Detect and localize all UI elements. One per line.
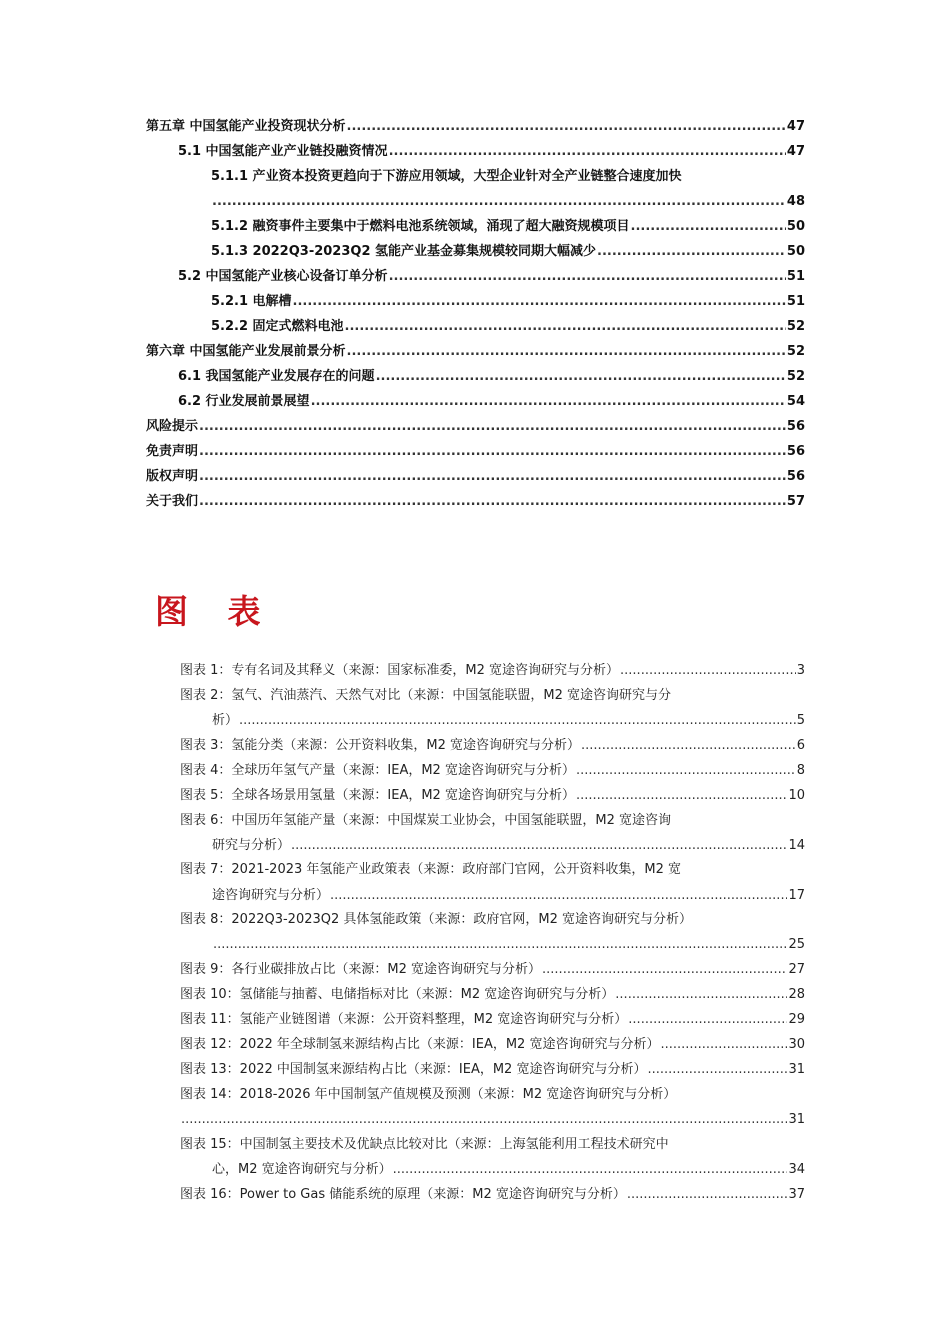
- toc-entry-5-1-2[interactable]: [211, 218, 805, 238]
- toc-entry-label: 5.1.1 产业资本投资更趋向于下游应用领域，大型企业针对全产业链整合速度加快: [211, 169, 682, 184]
- toc-leader-dots: [213, 936, 787, 954]
- toc-page-number: 56: [786, 469, 805, 484]
- toc-entry-5-1[interactable]: [178, 143, 805, 163]
- toc-leader-dots: [576, 762, 796, 780]
- toc-page-number: 47: [786, 119, 805, 134]
- figure-entry-4[interactable]: [180, 762, 805, 782]
- toc-leader-dots: [581, 737, 796, 755]
- figure-entry-16[interactable]: [180, 1186, 805, 1206]
- toc-entry-chapter-6[interactable]: [146, 343, 805, 363]
- figure-page-number: 17: [788, 888, 805, 903]
- figure-page-number: 28: [788, 987, 805, 1002]
- figure-page-number: 27: [788, 962, 805, 977]
- figure-entry-6-continued[interactable]: [212, 837, 805, 857]
- figure-page-number: 29: [788, 1012, 805, 1027]
- figure-entry-8[interactable]: [180, 911, 692, 929]
- figure-entry-label: 图表 2：氢气、汽油蒸汽、天然气对比（来源：中国氢能联盟，M2 宽途咨询研究与分: [180, 688, 672, 703]
- toc-entry-label: 6.2 行业发展前景展望: [178, 394, 310, 409]
- figure-entry-1[interactable]: [180, 662, 805, 682]
- figure-entry-label: 图表 5：全球各场景用氢量（来源：IEA，M2 宽途咨询研究与分析）: [180, 788, 575, 803]
- figure-entry-label: 图表 6：中国历年氢能产量（来源：中国煤炭工业协会，中国氢能联盟，M2 宽途咨询: [180, 813, 672, 828]
- figure-page-number: 6: [796, 738, 805, 753]
- toc-entry-6-2[interactable]: [178, 393, 805, 413]
- figure-entry-3[interactable]: [180, 737, 805, 757]
- toc-leader-dots: [199, 418, 786, 436]
- toc-entry-5-2-2[interactable]: [211, 318, 805, 338]
- toc-entry-disclaimer[interactable]: [146, 443, 805, 463]
- figure-entry-label: 图表 12：2022 年全球制氢来源结构占比（来源：IEA，M2 宽途咨询研究与分析）: [180, 1037, 660, 1052]
- figure-entry-label: 图表 8：2022Q3-2023Q2 具体氢能政策（来源：政府官网，M2 宽途咨询研究与分析）: [180, 912, 693, 927]
- toc-entry-label: 6.1 我国氢能产业发展存在的问题: [178, 369, 375, 384]
- toc-leader-dots: [347, 343, 786, 361]
- toc-page-number: 50: [786, 244, 805, 259]
- toc-entry-risk[interactable]: [146, 418, 805, 438]
- figure-page-number: 30: [788, 1037, 805, 1052]
- toc-page-number: 50: [786, 219, 805, 234]
- figure-page-number: 34: [788, 1162, 805, 1177]
- figure-page-number: 8: [796, 763, 805, 778]
- toc-leader-dots: [389, 143, 786, 161]
- toc-page-number: 52: [786, 319, 805, 334]
- figure-entry-11[interactable]: [180, 1011, 805, 1031]
- toc-entry-label: 免责声明: [146, 444, 199, 459]
- figure-entry-label: 途咨询研究与分析）: [212, 888, 330, 903]
- figure-entry-5[interactable]: [180, 787, 805, 807]
- toc-entry-5-2[interactable]: [178, 268, 805, 288]
- toc-leader-dots: [389, 268, 786, 286]
- toc-page-number: 51: [786, 269, 805, 284]
- toc-leader-dots: [311, 393, 786, 411]
- figure-page-number: 14: [788, 838, 805, 853]
- toc-entry-label: 第五章 中国氢能产业投资现状分析: [146, 119, 346, 134]
- toc-leader-dots: [199, 493, 786, 511]
- figure-entry-7-continued[interactable]: [212, 887, 805, 907]
- figure-entry-15[interactable]: [180, 1136, 669, 1154]
- figure-entry-label: 图表 1：专有名词及其释义（来源：国家标准委，M2 宽途咨询研究与分析）: [180, 663, 620, 678]
- toc-entry-label: 5.2.2 固定式燃料电池: [211, 319, 344, 334]
- figure-entry-label: 图表 10：氢储能与抽蓄、电储指标对比（来源：M2 宽途咨询研究与分析）: [180, 987, 615, 1002]
- toc-leader-dots: [647, 1061, 787, 1079]
- toc-page-number: 51: [786, 294, 805, 309]
- toc-leader-dots: [291, 837, 787, 855]
- toc-entry-label: 5.1.2 融资事件主要集中于燃料电池系统领域，涌现了超大融资规模项目: [211, 219, 630, 234]
- toc-leader-dots: [212, 193, 786, 211]
- figures-heading: 图 表: [155, 592, 275, 631]
- toc-entry-label: 版权声明: [146, 469, 199, 484]
- toc-leader-dots: [347, 118, 786, 136]
- figure-entry-label: 图表 13：2022 中国制氢来源结构占比（来源：IEA，M2 宽途咨询研究与分析）: [180, 1062, 647, 1077]
- toc-leader-dots: [620, 662, 796, 680]
- figure-entry-8-continued[interactable]: [212, 936, 805, 956]
- toc-leader-dots: [293, 293, 786, 311]
- toc-entry-5-1-1[interactable]: [211, 168, 682, 186]
- toc-leader-dots: [628, 1011, 787, 1029]
- toc-entry-label: 5.1 中国氢能产业产业链投融资情况: [178, 144, 388, 159]
- toc-leader-dots: [615, 986, 787, 1004]
- figure-entry-9[interactable]: [180, 961, 805, 981]
- toc-leader-dots: [576, 787, 787, 805]
- figure-page-number: 31: [788, 1112, 805, 1127]
- figure-entry-6[interactable]: [180, 812, 671, 830]
- figure-page-number: 10: [788, 788, 805, 803]
- figure-entry-label: 心，M2 宽途咨询研究与分析）: [212, 1162, 392, 1177]
- figure-page-number: 25: [788, 937, 805, 952]
- figure-page-number: 37: [788, 1187, 805, 1202]
- toc-page-number: 54: [786, 394, 805, 409]
- figure-entry-label: 研究与分析）: [212, 838, 291, 853]
- figure-entry-14-continued[interactable]: [180, 1111, 805, 1131]
- figure-page-number: 31: [788, 1062, 805, 1077]
- toc-leader-dots: [597, 243, 786, 261]
- toc-leader-dots: [631, 218, 786, 236]
- figure-entry-10[interactable]: [180, 986, 805, 1006]
- toc-entry-label: 第六章 中国氢能产业发展前景分析: [146, 344, 346, 359]
- toc-leader-dots: [199, 443, 786, 461]
- figure-entry-2[interactable]: [180, 687, 671, 705]
- toc-entry-5-1-1-continued[interactable]: [211, 193, 805, 213]
- toc-leader-dots: [330, 887, 787, 905]
- toc-leader-dots: [345, 318, 786, 336]
- toc-page-number: 56: [786, 419, 805, 434]
- figure-entry-label: 图表 3：氢能分类（来源：公开资料收集，M2 宽途咨询研究与分析）: [180, 738, 581, 753]
- toc-entry-label: 关于我们: [146, 494, 199, 509]
- figure-entry-13[interactable]: [180, 1061, 805, 1081]
- toc-leader-dots: [181, 1111, 787, 1129]
- toc-entry-label: 5.1.3 2022Q3-2023Q2 氢能产业基金募集规模较同期大幅减少: [211, 244, 597, 259]
- toc-entry-6-1[interactable]: [178, 368, 805, 388]
- figure-entry-14[interactable]: [180, 1086, 676, 1104]
- toc-leader-dots: [627, 1186, 788, 1204]
- figure-entry-12[interactable]: [180, 1036, 805, 1056]
- toc-leader-dots: [542, 961, 787, 979]
- figure-page-number: 5: [796, 713, 805, 728]
- figure-entry-7[interactable]: [180, 861, 681, 879]
- figure-entry-label: 图表 15：中国制氢主要技术及优缺点比较对比（来源：上海氢能利用工程技术研究中: [180, 1137, 669, 1152]
- figure-entry-label: 图表 16：Power to Gas 储能系统的原理（来源：M2 宽途咨询研究与分析）: [180, 1187, 626, 1202]
- toc-entry-label: 风险提示: [146, 419, 199, 434]
- toc-entry-label: 5.2.1 电解槽: [211, 294, 292, 309]
- figure-entry-label: 图表 14：2018-2026 年中国制氢产值规模及预测（来源：M2 宽途咨询研究与分析）: [180, 1087, 677, 1102]
- figure-entry-label: 图表 7：2021-2023 年氢能产业政策表（来源：政府部门官网，公开资料收集，M2 宽: [180, 862, 682, 877]
- toc-entry-copyright[interactable]: [146, 468, 805, 488]
- toc-leader-dots: [376, 368, 786, 386]
- figure-entry-label: 图表 11：氢能产业链图谱（来源：公开资料整理，M2 宽途咨询研究与分析）: [180, 1012, 628, 1027]
- figure-entry-label: 析）: [212, 713, 239, 728]
- figure-entry-15-continued[interactable]: [212, 1161, 805, 1181]
- toc-page-number: 52: [786, 369, 805, 384]
- toc-entry-5-1-3[interactable]: [211, 243, 805, 263]
- figure-page-number: 3: [796, 663, 805, 678]
- toc-page-number: 47: [786, 144, 805, 159]
- toc-page-number: 52: [786, 344, 805, 359]
- toc-page-number: 57: [786, 494, 805, 509]
- toc-entry-about[interactable]: [146, 493, 805, 513]
- toc-leader-dots: [199, 468, 786, 486]
- toc-entry-chapter-5[interactable]: [146, 118, 805, 138]
- toc-leader-dots: [393, 1161, 788, 1179]
- figure-entry-2-continued[interactable]: [212, 712, 805, 732]
- toc-page-number: 56: [786, 444, 805, 459]
- toc-page-number: 48: [786, 194, 805, 209]
- figure-entry-label: 图表 9：各行业碳排放占比（来源：M2 宽途咨询研究与分析）: [180, 962, 542, 977]
- toc-entry-5-2-1[interactable]: [211, 293, 805, 313]
- toc-leader-dots: [239, 712, 796, 730]
- toc-entry-label: 5.2 中国氢能产业核心设备订单分析: [178, 269, 388, 284]
- figure-entry-label: 图表 4：全球历年氢气产量（来源：IEA，M2 宽途咨询研究与分析）: [180, 763, 575, 778]
- toc-leader-dots: [660, 1036, 787, 1054]
